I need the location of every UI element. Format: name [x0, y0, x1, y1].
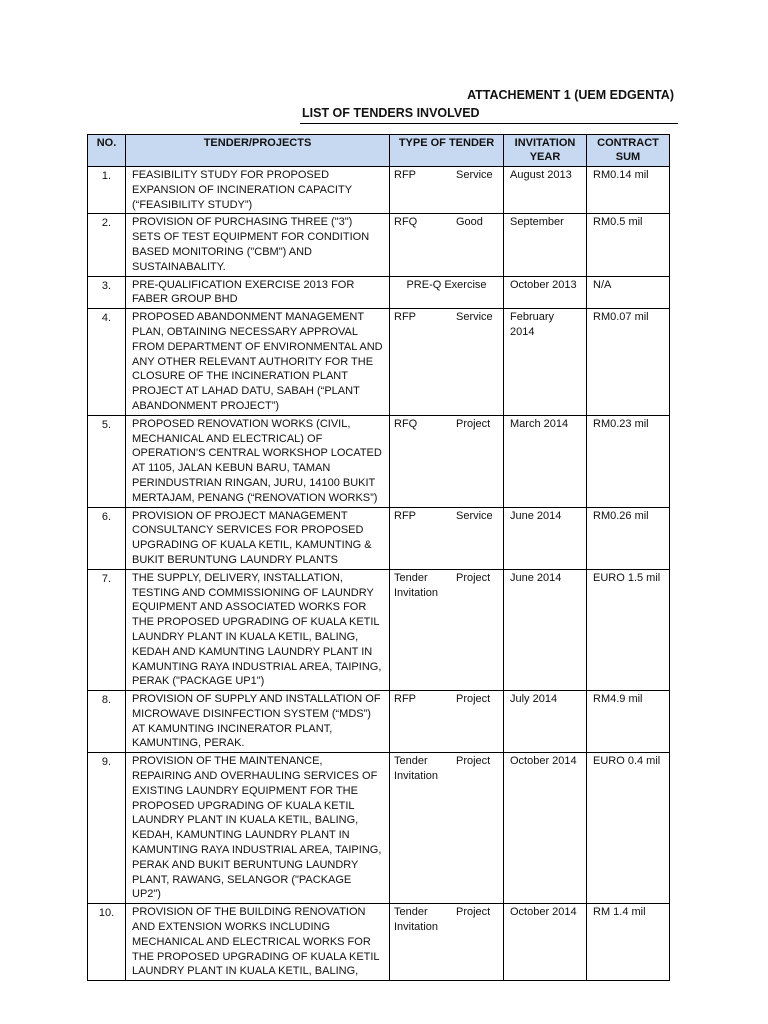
contract-sum-cell — [587, 507, 670, 569]
invitation-year: September — [510, 216, 564, 229]
project-cell — [126, 276, 390, 309]
tender-category: Project — [456, 755, 491, 768]
invitation-year: October 2014 — [510, 906, 577, 919]
row-number-cell — [88, 569, 126, 690]
contract-sum: EURO 0.4 mil — [593, 755, 661, 768]
row-number: 6. — [101, 510, 112, 523]
table-row — [88, 569, 670, 690]
row-number: 10. — [98, 907, 115, 920]
title-underline — [300, 123, 678, 124]
invitation-year-cell — [504, 276, 587, 309]
row-number: 3. — [101, 279, 112, 292]
contract-sum-cell — [587, 276, 670, 309]
column-header-type-of-tender: TYPE OF TENDER — [390, 135, 504, 167]
column-header-tender-projects: TENDER/PROJECTS — [126, 135, 390, 167]
row-number: 1. — [101, 170, 112, 182]
table-row — [88, 753, 670, 904]
project-cell — [126, 753, 390, 904]
contract-sum-cell — [587, 415, 670, 507]
project-cell — [126, 569, 390, 690]
tender-method: RFP — [394, 693, 416, 706]
contract-sum-cell — [587, 904, 670, 981]
project-description: PROVISION OF THE BUILDING RENOVATION AND EXTENSION WORKS INCLUDING MECHANICAL AND ELECTRICAL WORKS FOR THE PROPOSED UPGRADING OF KUALA KETIL LAUNDRY PLANT IN KUALA KETIL, BALING, — [132, 906, 380, 978]
tenders-table — [87, 134, 670, 981]
tender-category: Project — [456, 571, 491, 584]
table-row — [88, 167, 670, 214]
contract-sum: EURO 1.5 mil — [593, 571, 661, 584]
contract-sum: RM0.07 mil — [593, 311, 649, 324]
contract-sum-cell — [587, 691, 670, 753]
tender-type: PRE-Q Exercise — [406, 278, 487, 291]
table-row — [88, 415, 670, 507]
row-number: 8. — [101, 694, 112, 707]
project-cell — [126, 167, 390, 214]
tender-type-cell — [390, 415, 504, 507]
tender-category: Service — [456, 509, 493, 522]
contract-sum: RM0.26 mil — [593, 509, 649, 522]
invitation-year: March 2014 — [510, 417, 569, 430]
tender-method: Tender Invitation — [394, 571, 439, 599]
project-cell — [126, 691, 390, 753]
invitation-year-cell — [504, 753, 587, 904]
invitation-year-cell — [504, 214, 587, 276]
project-description: FEASIBILITY STUDY FOR PROPOSED EXPANSION OF INCINERATION CAPACITY (“FEASIBILITY STUDY”) — [132, 169, 352, 211]
tender-category: Service — [456, 311, 493, 324]
tender-category: Service — [456, 169, 493, 181]
contract-sum-cell — [587, 569, 670, 690]
project-description: PROVISION OF PURCHASING THREE ("3") SETS OF TEST EQUIPMENT FOR CONDITION BASED MONITORING ("CBM") AND SUSTAINABALITY. — [132, 216, 370, 273]
row-number: 4. — [101, 312, 112, 325]
contract-sum-cell — [587, 214, 670, 276]
document-title: LIST OF TENDERS INVOLVED — [302, 106, 480, 120]
contract-sum: RM4.9 mil — [593, 693, 643, 706]
tender-type-cell — [390, 167, 504, 214]
project-description: PROPOSED ABANDONMENT MANAGEMENT PLAN, OBTAINING NECESSARY APPROVAL FROM DEPARTMENT OF ENVIRONMENTAL AND ANY OTHER RELEVANT AUTHORITY FOR THE CLOSURE OF THE INCINERATION PLANT PROJECT AT LAHAD DATU, SABAH (“PLANT ABANDONMENT PROJECT”) — [132, 311, 383, 412]
tender-method: RFP — [394, 311, 416, 324]
tender-category: Project — [456, 693, 491, 706]
project-description: PRE-QUALIFICATION EXERCISE 2013 FOR FABER GROUP BHD — [132, 278, 355, 306]
row-number-cell — [88, 904, 126, 981]
column-header-no: NO. — [88, 135, 126, 167]
project-description: PROVISION OF PROJECT MANAGEMENT CONSULTANCY SERVICES FOR PROPOSED UPGRADING OF KUALA KETIL, KAMUNTING & BUKIT BERUNTUNG LAUNDRY PLANTS — [132, 509, 372, 566]
table-row — [88, 214, 670, 276]
project-description: THE SUPPLY, DELIVERY, INSTALLATION, TESTING AND COMMISSIONING OF LAUNDRY EQUIPMENT AND ASSOCIATED WORKS FOR THE PROPOSED UPGRADING OF KUALA KETIL LAUNDRY PLANT IN KUALA KETIL, BALING, KEDAH AND KAMUNTING LAUNDRY PLANT IN KAMUNTING RAYA INDUSTRIAL AREA, TAIPING, PERAK ("PACKAGE UP1") — [132, 571, 382, 688]
tender-method: RFP — [394, 509, 416, 522]
tender-method: RFP — [394, 169, 416, 181]
contract-sum: N/A — [593, 278, 612, 291]
tender-type-cell — [390, 214, 504, 276]
invitation-year-cell — [504, 309, 587, 416]
attachment-label: ATTACHEMENT 1 (UEM EDGENTA) — [467, 88, 674, 102]
table-header-row — [88, 135, 670, 167]
tender-type-cell — [390, 569, 504, 690]
tender-type-cell — [390, 691, 504, 753]
table-row — [88, 691, 670, 753]
row-number-cell — [88, 691, 126, 753]
tender-method: Tender Invitation — [394, 906, 439, 934]
contract-sum-cell — [587, 167, 670, 214]
row-number-cell — [88, 214, 126, 276]
contract-sum-cell — [587, 753, 670, 904]
tender-category: Project — [456, 906, 491, 919]
tender-type-cell — [390, 904, 504, 981]
project-description: PROPOSED RENOVATION WORKS (CIVIL, MECHANICAL AND ELECTRICAL) OF OPERATION'S CENTRAL WORKSHOP LOCATED AT 1105, JALAN KEBUN BARU, TAMAN PERINDUSTRIAN RINGAN, JURU, 14100 BUKIT MERTAJAM, PENANG (“RENOVATION WORKS”) — [132, 417, 382, 504]
contract-sum: RM0.5 mil — [593, 216, 643, 229]
invitation-year-cell — [504, 507, 587, 569]
column-header-invitation-year: INVITATION YEAR — [504, 135, 587, 167]
tender-method: Tender Invitation — [394, 755, 439, 783]
table-row — [88, 507, 670, 569]
project-description: PROVISION OF THE MAINTENANCE, REPAIRING AND OVERHAULING SERVICES OF EXISTING LAUNDRY EQUIPMENT FOR THE PROPOSED UPGRADING OF KUALA KETIL LAUNDRY PLANT IN KUALA KETIL, BALING, KEDAH, KAMUNTING LAUNDRY PLANT IN KAMUNTING RAYA INDUSTRIAL AREA, TAIPING, PERAK AND BUKIT BERUNTUNG LAUNDRY PLANT, RAWANG, SELANGOR ("PACKAGE UP2") — [132, 755, 382, 901]
row-number-cell — [88, 415, 126, 507]
row-number-cell — [88, 753, 126, 904]
project-cell — [126, 507, 390, 569]
row-number-cell — [88, 167, 126, 214]
invitation-year-cell — [504, 691, 587, 753]
invitation-year-cell — [504, 415, 587, 507]
project-cell — [126, 214, 390, 276]
row-number-cell — [88, 309, 126, 416]
contract-sum-cell — [587, 309, 670, 416]
table-row — [88, 309, 670, 416]
column-header-contract-sum: CONTRACT SUM — [587, 135, 670, 167]
tender-type-cell — [390, 276, 504, 309]
row-number-cell — [88, 507, 126, 569]
tender-method: RFQ — [394, 417, 418, 430]
table-row — [88, 904, 670, 981]
invitation-year: July 2014 — [510, 693, 558, 706]
invitation-year: August 2013 — [510, 169, 572, 181]
row-number: 5. — [101, 418, 112, 431]
table-row — [88, 276, 670, 309]
project-cell — [126, 415, 390, 507]
row-number-cell — [88, 276, 126, 309]
tender-type-cell — [390, 309, 504, 416]
project-cell — [126, 904, 390, 981]
contract-sum: RM0.14 mil — [593, 169, 649, 181]
invitation-year-cell — [504, 569, 587, 690]
invitation-year: October 2014 — [510, 755, 577, 768]
tender-category: Good — [456, 216, 483, 229]
invitation-year: June 2014 — [510, 571, 562, 584]
row-number: 7. — [101, 572, 112, 585]
invitation-year: February 2014 — [510, 311, 555, 338]
contract-sum: RM0.23 mil — [593, 417, 649, 430]
invitation-year: October 2013 — [510, 278, 577, 291]
row-number: 9. — [101, 756, 112, 769]
invitation-year: June 2014 — [510, 509, 562, 522]
tender-method: RFQ — [394, 216, 418, 229]
contract-sum: RM 1.4 mil — [593, 906, 646, 919]
tender-type-cell — [390, 507, 504, 569]
project-description: PROVISION OF SUPPLY AND INSTALLATION OF MICROWAVE DISINFECTION SYSTEM (“MDS”) AT KAMUNTING INCINERATOR PLANT, KAMUNTING, PERAK. — [132, 693, 381, 750]
project-cell — [126, 309, 390, 416]
tender-category: Project — [456, 417, 491, 430]
invitation-year-cell — [504, 167, 587, 214]
row-number: 2. — [101, 217, 112, 230]
invitation-year-cell — [504, 904, 587, 981]
tender-type-cell — [390, 753, 504, 904]
